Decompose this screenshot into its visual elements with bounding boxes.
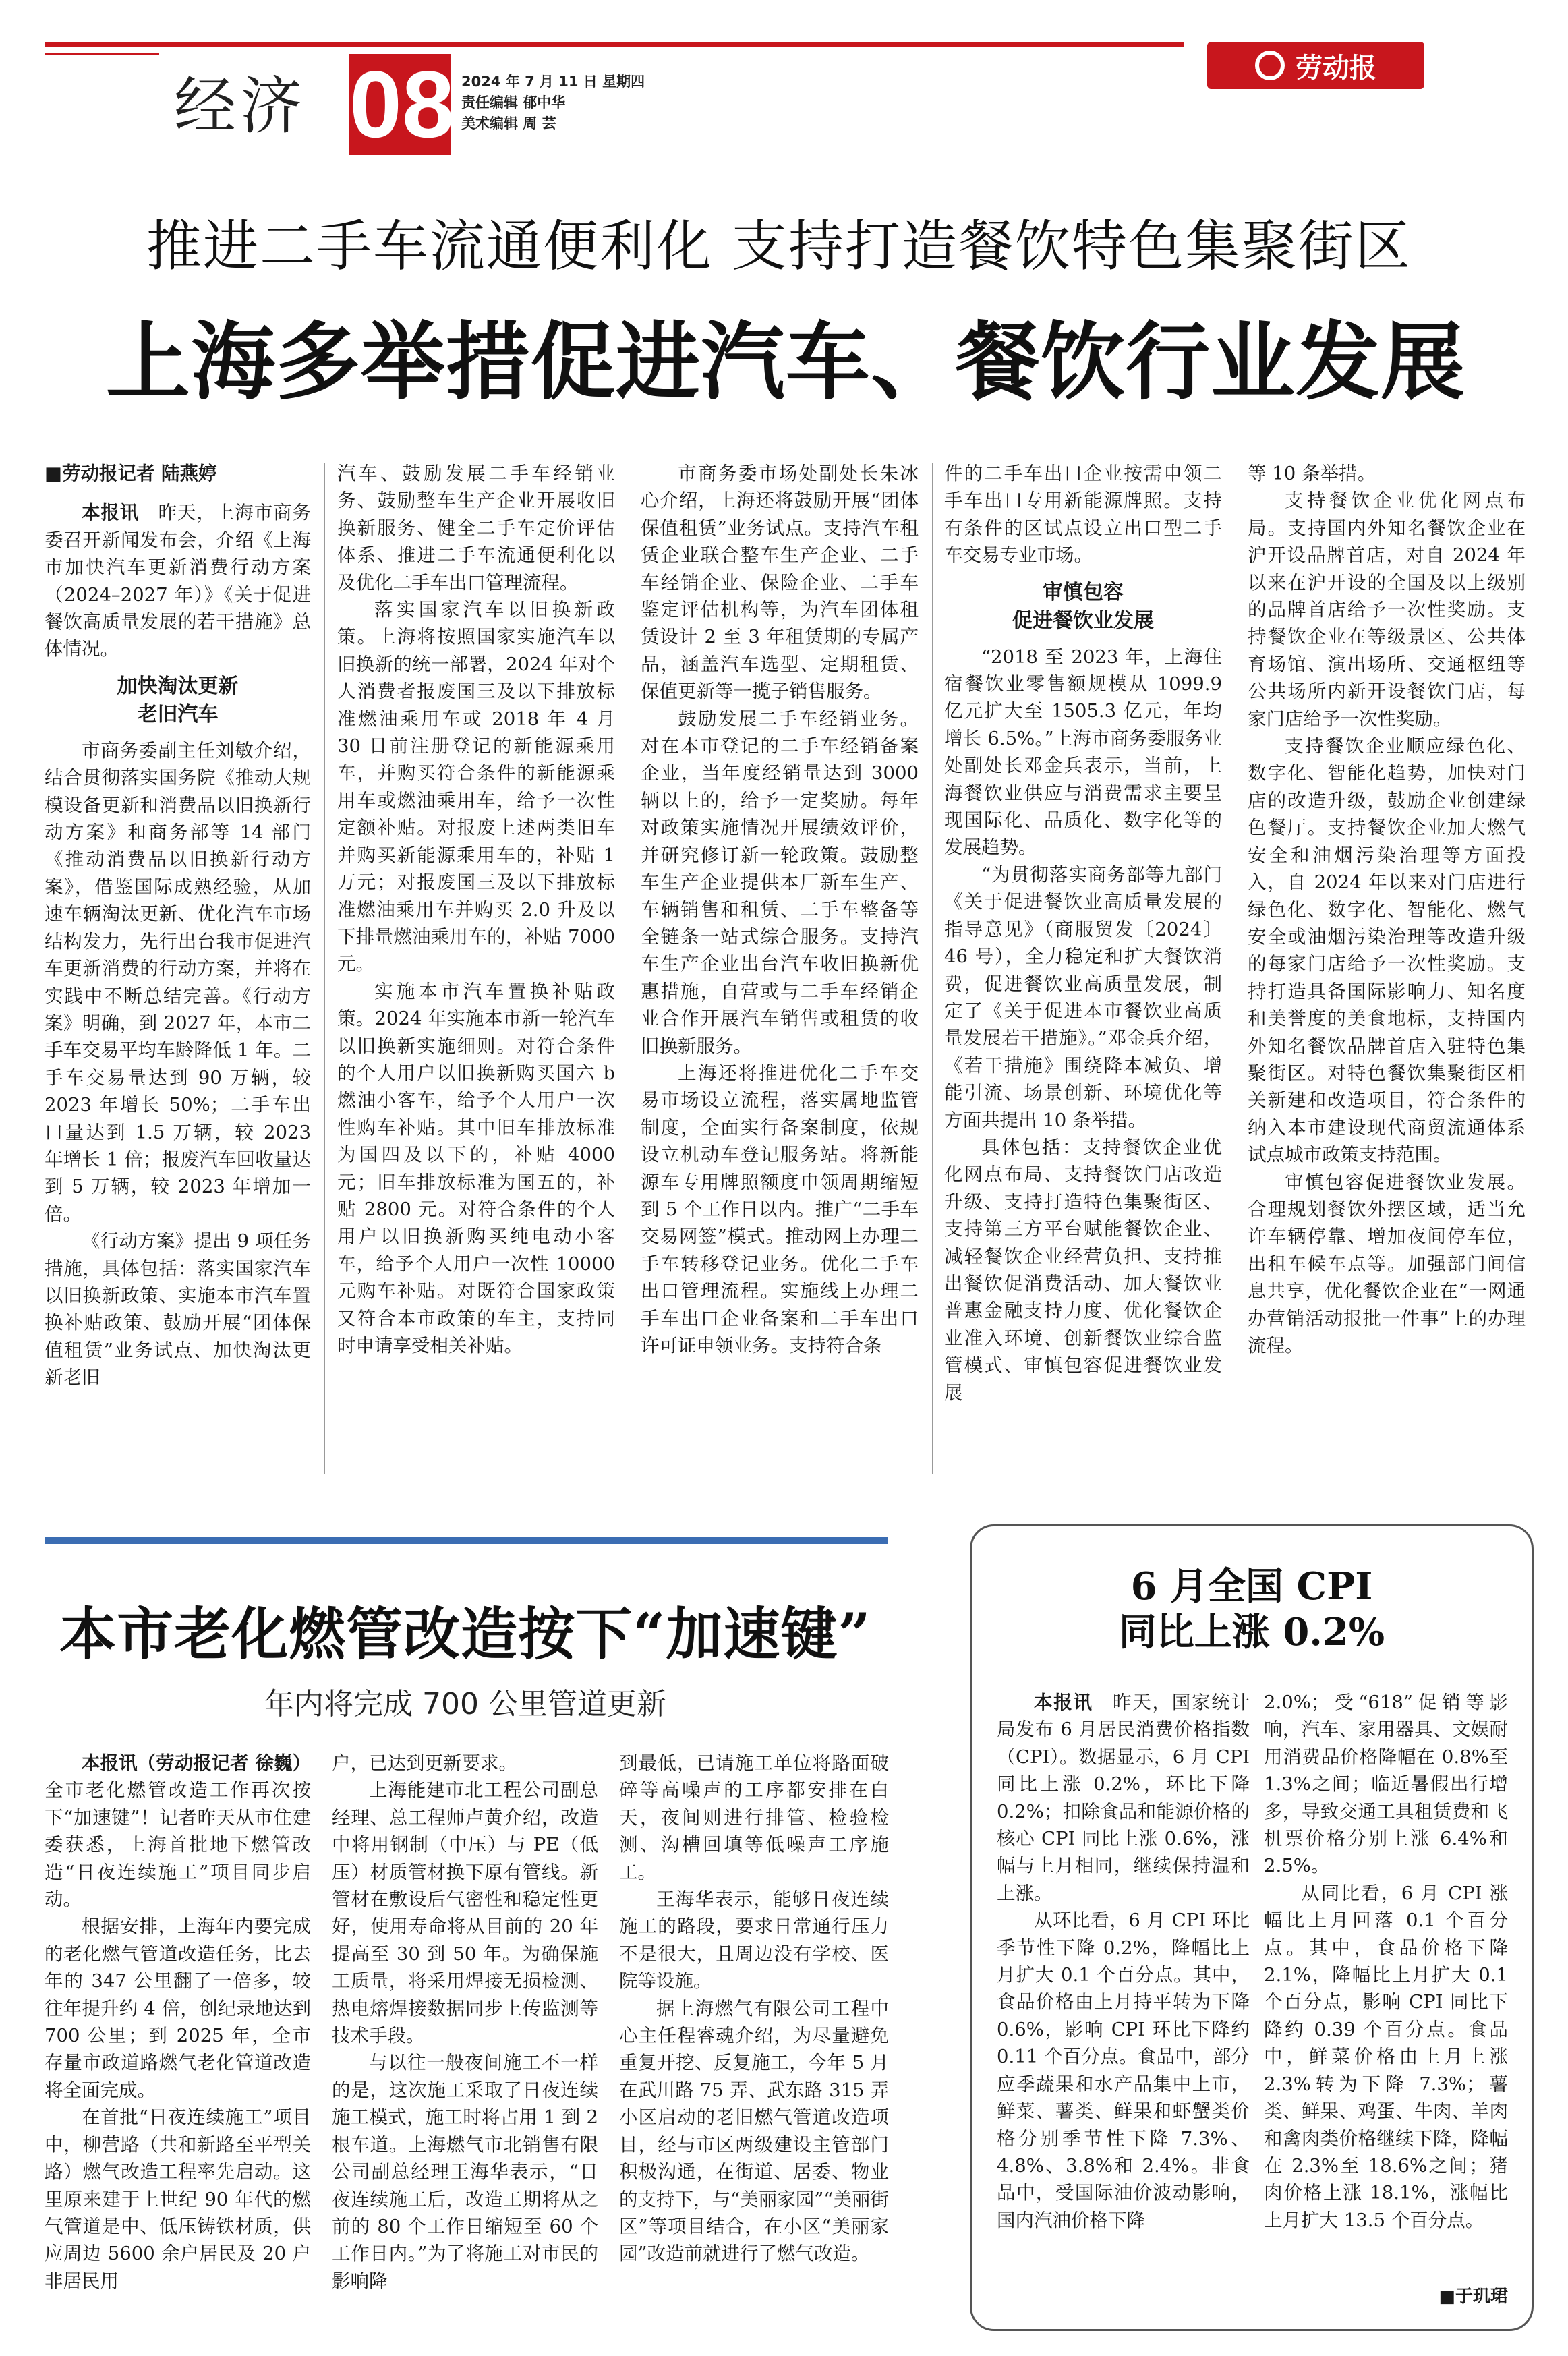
paragraph: 户，已达到更新要求。 <box>332 1752 517 1774</box>
section-title: 经济 <box>174 70 307 142</box>
newspaper-name: 劳动报 <box>1296 52 1376 84</box>
second-subheadline: 年内将完成 700 公里管道更新 <box>264 1687 666 1721</box>
paragraph <box>45 499 311 662</box>
issue-date: 2024 年 7 月 11 日 星期四 <box>461 74 645 90</box>
paragraph: 上海能建市北工程公司副总经理、总工程师卢黄介绍，改造中将用钢制（中压）与 PE（低压）材质管材换下原有管线。新管材在敷设后气密性和稳定性更好，使用寿命将从目前的 20 年提高至 30 到 50 年。为确保施工质量，将采用焊接无损检测、热电熔焊接数据同步上传监测等技术手段。 <box>332 1779 598 2047</box>
top-rule-short <box>45 53 159 55</box>
lead-subheadline: 推进二手车流通便利化 支持打造餐饮特色集聚街区 <box>146 214 1412 279</box>
logo-icon <box>1255 51 1285 80</box>
dateline: 本报讯（劳动报记者 徐巍） <box>82 1752 311 1774</box>
page-number: 08 <box>349 51 455 157</box>
paragraph: 2.0%；受“618”促销等影响，汽车、家用器具、文娱耐用消费品价格降幅在 0.8%至 1.3%之间；临近暑假出行增多，导致交通工具租赁费和飞机票价格分别上涨 6.4%和 2.5%。 <box>1264 1692 1508 1877</box>
paragraph <box>45 1750 311 1913</box>
paragraph: 市商务委市场处副处长朱冰心介绍，上海还将鼓励开展“团体保值租赁”业务试点。支持汽车租赁企业联合整车生产企业、二手车经销企业、保险企业、二手车鉴定评估机构等，为汽车团体租赁设计 2 至 3 年租赁期的专属产品，涵盖汽车选型、定期租赁、保值更新等一揽子销售服务。 <box>641 463 919 703</box>
cpi-title: 6 月全国 CPI 同比上涨 0.2% <box>1118 1564 1385 1655</box>
byline: ■劳动报记者 陆燕婷 <box>45 463 217 484</box>
second-column-1 <box>45 1750 311 2330</box>
cpi-column-2 <box>1264 1689 1508 2309</box>
paragraph: “为贯彻落实商务部等九部门《关于促进餐饮业高质量发展的指导意见》（商服贸发〔2024〕46 号），全力稳定和扩大餐饮消费，促进餐饮业高质量发展，制定了《关于促进本市餐饮业高质量发展若干措施》。”邓金兵介绍，《若干措施》围绕降本减负、增能引流、场景创新、环境优化等方面共提出 10 条举措。 <box>944 863 1222 1131</box>
newspaper-logo <box>1207 42 1424 89</box>
paragraph: “2018 至 2023 年，上海住宿餐饮业零售额规模从 1099.9 亿元扩大至 1505.3 亿元，年均增长 6.5%。”上海市商务委服务业处副处长邓金兵表示，当前，上海餐饮业供应与消费需求主要呈现国际化、品质化、数字化等的发展趋势。 <box>944 645 1222 859</box>
lead-column-3 <box>641 460 919 1489</box>
paragraph: 与以往一般夜间施工不一样的是，这次施工采取了日夜连续施工模式，施工时将占用 1 到 2 根车道。上海燃气市北销售有限公司副总经理王海华表示，“日夜连续施工后，改造工期将从之前的 80 个工作日缩短至 60 个工作日内。”为了将施工对市民的影响降 <box>332 2052 598 2292</box>
paragraph: 在首批“日夜连续施工”项目中，柳营路（共和新路至平型关路）燃气改造工程率先启动。这里原来建于上世纪 90 年代的燃气管道是中、低压铸铁材质，供应周边 5600 余户居民及 20 户非居民用 <box>45 2106 311 2292</box>
paragraph: 落实国家汽车以旧换新政策。上海将按照国家实施汽车以旧换新的统一部署，2024 年对个人消费者报废国三及以下排放标准燃油乘用车或 2018 年 4 月 30 日前注册登记的新能源乘用车，并购买符合条件的新能源乘用车或燃油乘用车，给予一次性定额补贴。对报废上述两类旧车并购买新能源乘用车的，补贴 1 万元；对报废国三及以下排放标准燃油乘用车并购买 2.0 升及以下排量燃油乘用车的，补贴 7000 元。 <box>337 599 615 975</box>
art-editor-credit: 美术编辑 周 芸 <box>461 115 556 132</box>
paragraph: 汽车、鼓励发展二手车经销业务、鼓励整车生产企业开展收旧换新服务、健全二手车定价评估体系、推进二手车流通便利化以及优化二手车出口管理流程。 <box>337 463 615 594</box>
second-column-2 <box>332 1750 598 2330</box>
paragraph: 支持餐饮企业优化网点布局。支持国内外知名餐饮企业在沪开设品牌首店，对自 2024 年以来在沪开设的全国及以上级别的品牌首店给予一次性奖励。支持餐饮企业在等级景区、公共体育场馆、演出场所、交通枢纽等公共场所内新开设餐饮门店，每家门店给予一次性奖励。 <box>1248 490 1526 730</box>
section-subheading: 审慎包容 促进餐饮业发展 <box>1012 580 1154 633</box>
lead-column-5 <box>1248 460 1526 1489</box>
paragraph-text: 全市老化燃管改造工作再次按下“加速键”！记者昨天从市住建委获悉，上海首批地下燃管改造“日夜连续施工”项目同步启动。 <box>45 1779 311 1911</box>
paragraph: 《行动方案》提出 9 项任务措施，具体包括：落实国家汽车以旧换新政策、实施本市汽车置换补贴政策、鼓励开展“团体保值租赁”业务试点、加快淘汰更新老旧 <box>45 1230 311 1389</box>
paragraph: 根据安排，上海年内要完成的老化燃气管道改造任务，比去年的 347 公里翻了一倍多，较往年提升约 4 倍，创纪录地达到 700 公里；到 2025 年，全市存量市政道路燃气老化管道改造将全面完成。 <box>45 1916 311 2101</box>
paragraph: 审慎包容促进餐饮业发展。合理规划餐饮外摆区域，适当允许车辆停靠、增加夜间停车位，出租车候车点等。加强部门间信息共享，优化餐饮企业在“一网通办营销活动报批一件事”上的办理流程。 <box>1248 1171 1526 1356</box>
second-headline: 本市老化燃管改造按下“加速键” <box>59 1601 871 1667</box>
paragraph: 到最低，已请施工单位将路面破碎等高噪声的工序都安排在白天，夜间则进行排管、检验检测、沟槽回填等低噪声工序施工。 <box>619 1752 889 1883</box>
paragraph-text: 昨天，上海市商务委召开新闻发布会，介绍《上海市加快汽车更新消费行动方案（2024–2027 年）》《关于促进餐饮高质量发展的若干措施》总体情况。 <box>45 502 311 660</box>
lead-column-4 <box>944 460 1222 1489</box>
cpi-signoff: ■于玑珺 <box>1439 2287 1508 2307</box>
column-divider <box>324 463 325 1474</box>
second-column-3 <box>619 1750 889 2330</box>
section-subheading: 加快淘汰更新 老旧汽车 <box>117 674 239 726</box>
paragraph <box>997 1689 1250 1907</box>
cpi-column-1 <box>997 1689 1250 2309</box>
paragraph: 市商务委副主任刘敏介绍，结合贯彻落实国务院《推动大规模设备更新和消费品以旧换新行动方案》和商务部等 14 部门《推动消费品以旧换新行动方案》，借鉴国际成熟经验，从加速车辆淘汰更新、优化汽车市场结构发力，先行出台我市促进汽车更新消费的行动方案，并将在实践中不断总结完善。《行动方案》明确，到 2027 年，本市二手车交易平均车龄降低 1 年。二手车交易量达到 90 万辆，较 2023 年增长 50%；二手车出口量达到 1.5 万辆，较 2023 年增长 1 倍；报废汽车回收量达到 5 万辆，较 2023 年增加一倍。 <box>45 739 311 1225</box>
paragraph: 从同比看，6 月 CPI 涨幅比上月回落 0.1 个百分点。其中，食品价格下降 2.1%，降幅比上月扩大 0.1 个百分点，影响 CPI 同比下降约 0.39 个百分点。食品中，鲜菜价格由上月上涨 2.3%转为下降 7.3%；薯类、鲜果、鸡蛋、牛肉、羊肉和禽肉类价格继续下降，降幅在 2.3%至 18.6%之间；猪肉价格上涨 18.1%，涨幅比上月扩大 13.5 个百分点。 <box>1264 1882 1508 2231</box>
paragraph: 支持餐饮企业顺应绿色化、数字化、智能化趋势，加快对门店的改造升级，鼓励企业创建绿色餐厅。支持餐饮企业加大燃气安全和油烟污染治理等方面投入，自 2024 年以来对门店进行绿色化、数字化、智能化、燃气安全或油烟污染治理等改造升级的每家门店给予一次性奖励。支持打造具备国际影响力、知名度和美誉度的美食地标，支持国内外知名餐饮品牌首店入驻特色集聚街区。对特色餐饮集聚街区相关新建和改造项目，符合条件的纳入本市建设现代商贸流通体系试点城市政策支持范围。 <box>1248 735 1526 1166</box>
paragraph-text: 昨天，国家统计局发布 6 月居民消费价格指数（CPI）。数据显示，6 月 CPI 同比上涨 0.2%，环比下降 0.2%；扣除食品和能源价格的核心 CPI 同比上涨 0.6%，涨幅与上月相同，继续保持温和上涨。 <box>997 1692 1250 1904</box>
paragraph: 鼓励发展二手车经销业务。对在本市登记的二手车经销备案企业，当年度经销量达到 3000 辆以上的，给予一定奖励。每年对政策实施情况开展绩效评价，并研究修订新一轮政策。鼓励整车生产企业提供本厂新车生产、车辆销售和租赁、二手车整备等全链条一站式综合服务。支持汽车生产企业出台汽车收旧换新优惠措施，自营或与二手车经销企业合作开展汽车销售或租赁的收旧换新服务。 <box>641 708 919 1057</box>
masthead-meta <box>461 71 645 134</box>
paragraph: 从环比看，6 月 CPI 环比季节性下降 0.2%，降幅比上月扩大 0.1 个百分点。其中，食品价格由上月持平转为下降 0.6%，影响 CPI 环比下降约 0.11 个百分点。食品中，部分应季蔬果和水产品集中上市，鲜菜、薯类、鲜果和虾蟹类价格分别季节性下降 7.3%、4.8%、3.8%和 2.4%。非食品中，受国际油价波动影响，国内汽油价格下降 <box>997 1909 1250 2231</box>
paragraph: 件的二手车出口企业按需申领二手车出口专用新能源牌照。支持有条件的区试点设立出口型二手车交易专业市场。 <box>944 463 1222 567</box>
column-divider <box>932 463 933 1474</box>
section-rule <box>45 1537 888 1544</box>
lead-column-2 <box>337 460 615 1489</box>
paragraph: 具体包括：支持餐饮企业优化网点布局、支持餐饮门店改造升级、支持打造特色集聚街区、支持第三方平台赋能餐饮企业、减轻餐饮企业经营负担、支持推出餐饮促消费活动、加大餐饮业普惠金融支持力度、优化餐饮企业准入环境、创新餐饮业综合监管模式、审慎包容促进餐饮业发展 <box>944 1136 1222 1404</box>
dateline: 本报讯 <box>1034 1692 1093 1713</box>
editor-credit: 责任编辑 郁中华 <box>461 94 566 111</box>
paragraph: 王海华表示，能够日夜连续施工的路段，要求日常通行压力不是很大，且周边没有学校、医院等设施。 <box>619 1889 889 1992</box>
lead-headline: 上海多举措促进汽车、餐饮行业发展 <box>106 313 1465 411</box>
lead-column-1 <box>45 460 311 1489</box>
paragraph: 实施本市汽车置换补贴政策。2024 年实施本市新一轮汽车以旧换新实施细则。对符合条件的个人用户以旧换新购买国六 b 燃油小客车，给予个人用户一次性购车补贴。其中旧车排放标准为国四及以下的，补贴 4000 元；旧车排放标准为国五的，补贴 2800 元。对符合条件的个人用户以旧换新购买纯电动小客车，给予个人用户一次性 10000 元购车补贴。对既符合国家政策又符合本市政策的车主，支持同时申请享受相关补贴。 <box>337 980 615 1356</box>
paragraph: 上海还将推进优化二手车交易市场设立流程，落实属地监管制度，全面实行备案制度，依规设立机动车登记服务站。将新能源车专用牌照额度申领周期缩短到 5 个工作日以内。推广“二手车交易网签”模式。推动网上办理二手车转移登记业务。优化二手车出口管理流程。实施线上办理二手车出口企业备案和二手车出口许可证申领业务。支持符合条 <box>641 1062 919 1356</box>
paragraph: 等 10 条举措。 <box>1248 463 1376 484</box>
top-rule <box>45 42 1184 47</box>
dateline: 本报讯 <box>82 502 140 524</box>
paragraph: 据上海燃气有限公司工程中心主任程睿魂介绍，为尽量避免重复开挖、反复施工，今年 5 月在武川路 75 弄、武东路 315 弄小区启动的老旧燃气管道改造项目，经与市区两级建设主管部门积极沟通，在街道、居委、物业的支持下，与“美丽家园”“美丽街区”等项目结合，在小区“美丽家园”改造前就进行了燃气改造。 <box>619 1997 889 2265</box>
